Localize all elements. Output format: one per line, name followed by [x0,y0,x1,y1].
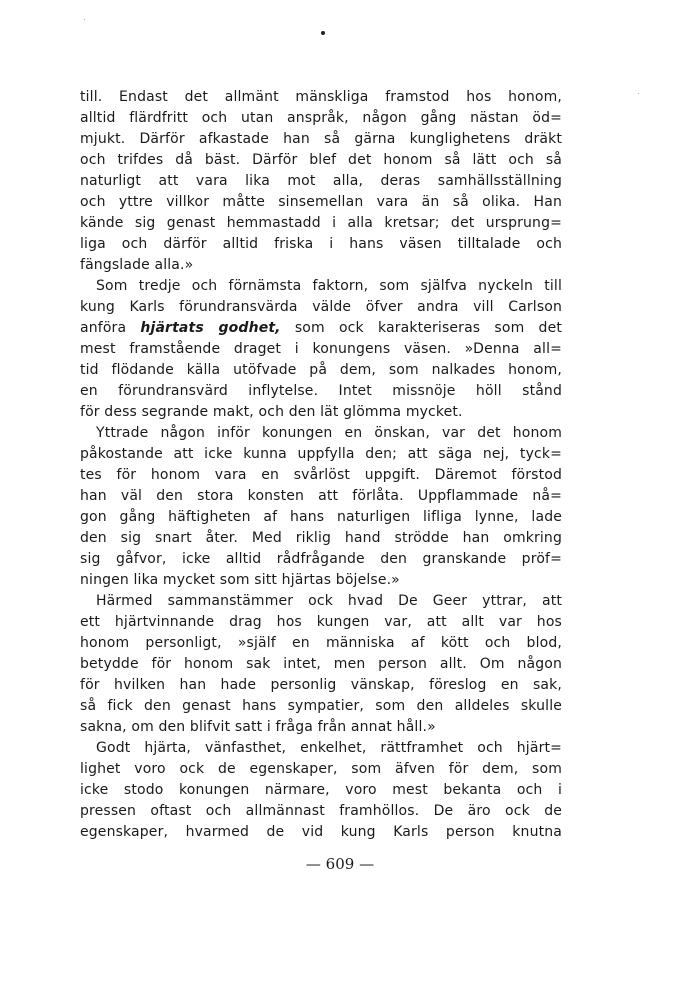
text-line: en förundransvärd inflytelse. Intet missnöje höll stånd [80,383,562,399]
text-fragment: som ock karakteriseras som det [280,320,562,336]
paragraph-4 [80,591,562,738]
paragraph-1 [80,87,562,276]
text-line: ett hjärtvinnande drag hos kungen var, att allt var hos [80,614,562,630]
text-line: pressen oftast och allmännast framhöllos. De äro ock de [80,803,562,819]
text-line: tes för honom vara en svårlöst uppgift. Däremot förstod [80,467,562,483]
text-line: fängslade alla.» [80,257,194,273]
text-line: liga och därför alltid friska i hans väsen tilltalade och [80,236,562,252]
text-fragment: anföra [80,320,141,336]
text-line: för hvilken han hade personlig vänskap, föreslog en sak, [80,677,562,693]
text-line: alltid flärdfritt och utan anspråk, någon gång nästan öd= [80,110,562,126]
paragraph-3 [80,423,562,591]
text-line: till. Endast det allmänt mänskliga framstod hos honom, [80,89,562,105]
text-line: naturligt att vara lika mot alla, deras samhällsställning [80,173,562,189]
emphasis-hjartats-godhet: hjärtats godhet, [140,320,281,336]
text-line: för dess segrande makt, och den lät glömma mycket. [80,404,463,420]
ink-dot [321,31,325,35]
text-line: egenskaper, hvarmed de vid kung Karls person knutna [80,824,562,840]
text-line: Godt hjärta, vänfasthet, enkelhet, rättframhet och hjärt= [96,740,562,756]
text-line: den sig snart åter. Med riklig hand strödde han omkring [80,530,562,546]
text-line: Som tredje och förnämsta faktorn, som själfva nyckeln till [96,278,562,294]
paper-speck [638,93,639,94]
text-line: och yttre villkor måtte sinsemellan vara än så olika. Han [80,194,562,210]
paper-speck [84,19,85,20]
text-line: mest framstående draget i konungens väsen. »Denna all= [80,341,562,357]
paragraph-5 [80,738,562,843]
text-line: han väl den stora konsten att förlåta. Uppflammade nå= [80,488,562,504]
text-line: Yttrade någon inför konungen en önskan, var det honom [96,425,562,441]
text-line: kung Karls förundransvärda välde öfver andra vill Carlson [80,299,562,315]
text-line: mjukt. Därför afkastade han så gärna kunglighetens dräkt [80,131,562,147]
text-line: sig gåfvor, icke alltid rådfrågande den granskande pröf= [80,551,562,567]
body-text [80,87,562,843]
text-line: sakna, om den blifvit satt i fråga från annat håll.» [80,719,436,735]
text-line: och trifdes då bäst. Därför blef det honom så lätt och så [80,152,562,168]
text-line: honom personligt, »själf en människa af kött och blod, [80,635,562,651]
text-line: Härmed sammanstämmer ock hvad De Geer yttrar, att [96,593,562,609]
text-line: gon gång häftigheten af hans naturligen lifliga lynne, lade [80,509,562,525]
text-line: lighet voro ock de egenskaper, som äfven för dem, som [80,761,562,777]
text-line: så fick den genast hans sympatier, som den alldeles skulle [80,698,562,714]
text-line: icke stodo konungen närmare, voro mest bekanta och i [80,782,562,798]
text-line: betydde för honom sak intet, men person allt. Om någon [80,656,562,672]
paragraph-2 [80,276,562,423]
text-line: kände sig genast hemmastadd i alla kretsar; det ursprung= [80,215,562,231]
text-line: tid flödande källa utöfvade på dem, som nalkades honom, [80,362,562,378]
page-number: — 609 — [305,855,375,873]
text-line-emphasis [80,318,562,339]
text-line: ningen lika mycket som sitt hjärtas böjelse.» [80,572,400,588]
text-line: påkostande att icke kunna uppfylla den; att säga nej, tyck= [80,446,562,462]
